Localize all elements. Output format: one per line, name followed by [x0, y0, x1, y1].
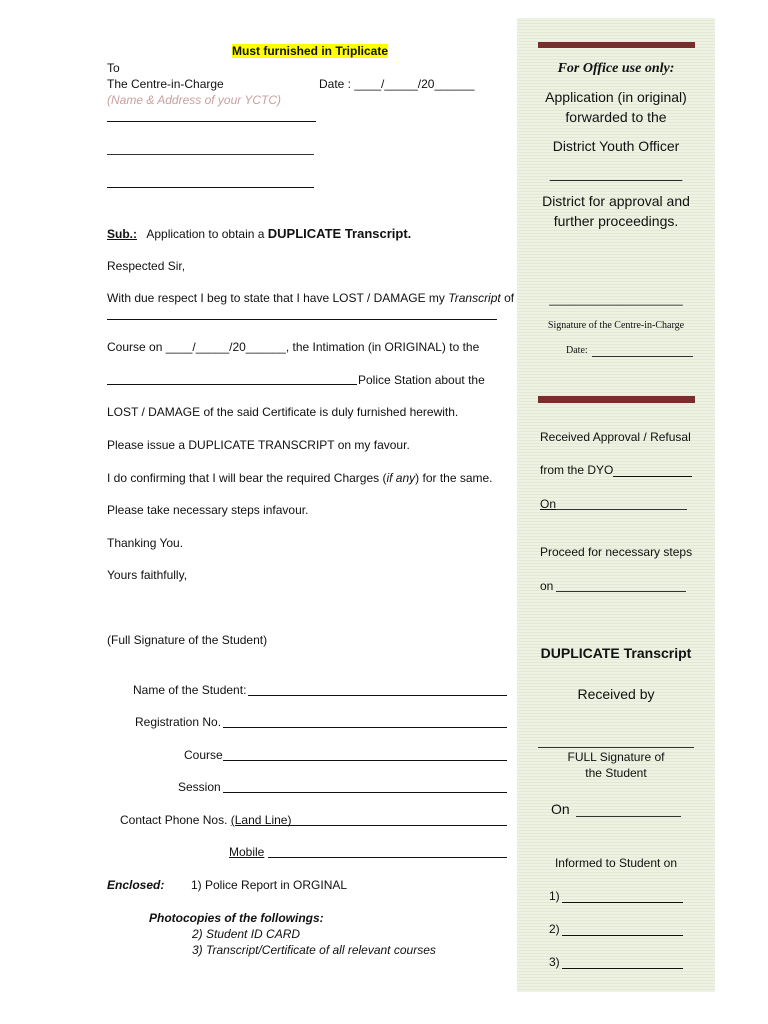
from-dyo-label: from the DYO [540, 463, 614, 477]
enclosed-item-3: 3) Transcript/Certificate of all relevant courses [192, 943, 436, 957]
recipient: The Centre-in-Charge [107, 77, 224, 91]
subject-label: Sub.: [107, 227, 137, 241]
landline-label: (Land Line) [230, 813, 292, 827]
informed-input-1[interactable] [562, 902, 683, 903]
phone-label: Contact Phone Nos. [120, 813, 228, 827]
session-input[interactable] [223, 792, 507, 793]
centre-signature-label: Signature of the Centre-in-Charge [547, 320, 685, 331]
subject [107, 226, 411, 241]
student-signature-line[interactable] [538, 747, 694, 748]
address-line-1[interactable] [107, 121, 316, 122]
to-label: To [107, 61, 120, 75]
closing: Yours faithfully, [107, 568, 188, 582]
received-approval: Received Approval / Refusal [540, 430, 691, 444]
landline-input[interactable] [286, 825, 507, 826]
paragraph-line-2 [107, 340, 479, 354]
police-station-line[interactable] [107, 384, 357, 385]
full-signature-1: FULL Signature of [567, 750, 665, 764]
p1-transcript: Transcript [448, 291, 501, 305]
signature-label: (Full Signature of the Student) [107, 633, 268, 647]
phone-row [120, 813, 291, 827]
office-date-label: Date: [566, 345, 588, 356]
date-label: Date : [319, 77, 352, 91]
office-line-1: Application (in original) [545, 89, 687, 105]
address-placeholder: (Name & Address of your YCTC) [107, 93, 282, 107]
on-input-3[interactable] [576, 816, 681, 817]
on-input-1[interactable] [556, 509, 687, 510]
centre-signature-line[interactable]: ____________________ [549, 292, 683, 306]
mobile-label: Mobile [229, 845, 265, 859]
session-label: Session [178, 780, 221, 794]
full-signature-2: the Student [585, 766, 647, 780]
p6-c: ) for the same. [415, 471, 493, 485]
office-title: For Office use only: [557, 61, 675, 76]
mobile-input[interactable] [268, 857, 507, 858]
salutation: Respected Sir, [107, 259, 186, 273]
informed-input-2[interactable] [562, 935, 683, 936]
p5-text: Please issue a DUPLICATE TRANSCRIPT on my favour. [107, 438, 410, 452]
p6-text [107, 471, 493, 485]
dyo-input[interactable] [613, 476, 692, 477]
informed-num-3: 3) [549, 955, 560, 969]
triplicate-notice: Must furnished in Triplicate [232, 44, 389, 58]
duplicate-title: DUPLICATE Transcript [540, 645, 692, 661]
informed-num-1: 1) [549, 889, 560, 903]
course-name-line[interactable] [107, 319, 497, 320]
p1-text: With due respect I beg to state that I have LOST / DAMAGE my [107, 291, 445, 305]
enclosed-item-1: 1) Police Report in ORGINAL [191, 878, 348, 892]
p6-if-any: if any [386, 471, 416, 485]
office-line-4: District for approval and [542, 193, 690, 209]
office-line-2: forwarded to the [565, 109, 667, 125]
p1-of: of [504, 291, 515, 305]
name-label: Name of the Student: [133, 683, 247, 697]
received-by: Received by [577, 686, 655, 702]
paragraph-line-1 [107, 291, 514, 305]
course-date-field[interactable]: ____/_____/20______ [165, 340, 286, 354]
reg-label: Registration No. [135, 715, 222, 729]
date-value[interactable]: ____/_____/20______ [354, 77, 475, 91]
office-date-input[interactable] [592, 356, 693, 357]
subject-emphasis: DUPLICATE Transcript. [267, 226, 412, 241]
office-line-3: District Youth Officer [552, 138, 680, 154]
enclosed-item-2: 2) Student ID CARD [192, 927, 301, 941]
informed-num-2: 2) [549, 922, 560, 936]
office-line-5: further proceedings. [553, 213, 679, 229]
on-label-2: on [540, 579, 554, 593]
reg-input[interactable] [223, 727, 507, 728]
informed-label: Informed to Student on [554, 856, 678, 870]
enclosed-label: Enclosed: [107, 878, 165, 892]
course-label: Course [184, 748, 223, 762]
on-label-3: On [551, 801, 570, 817]
p7-text: Please take necessary steps infavour. [107, 503, 309, 517]
course-input[interactable] [223, 760, 507, 761]
p2-intimation: , the Intimation (in ORIGINAL) to the [285, 340, 480, 354]
date-row [319, 77, 474, 91]
on-label-1: On [540, 497, 557, 511]
proceed-label: Proceed for necessary steps [540, 545, 693, 559]
photocopies-label: Photocopies of the followings: [149, 911, 324, 925]
p6-a: I do confirming that I will bear the required Charges ( [107, 471, 387, 485]
p4-text: LOST / DAMAGE of the said Certificate is duly furnished herewith. [107, 405, 459, 419]
on-input-2[interactable] [556, 591, 686, 592]
subject-text: Application to obtain a [146, 227, 265, 241]
name-input[interactable] [248, 695, 507, 696]
address-line-3[interactable] [107, 187, 314, 188]
p2-text: Course on [107, 340, 163, 354]
address-line-2[interactable] [107, 154, 314, 155]
panel-divider-top [538, 42, 695, 48]
district-dashes[interactable]: _________________ [549, 165, 683, 181]
panel-divider-mid [538, 396, 695, 403]
thanks: Thanking You. [107, 536, 184, 550]
informed-input-3[interactable] [562, 968, 683, 969]
p3-text: Police Station about the [358, 373, 485, 387]
